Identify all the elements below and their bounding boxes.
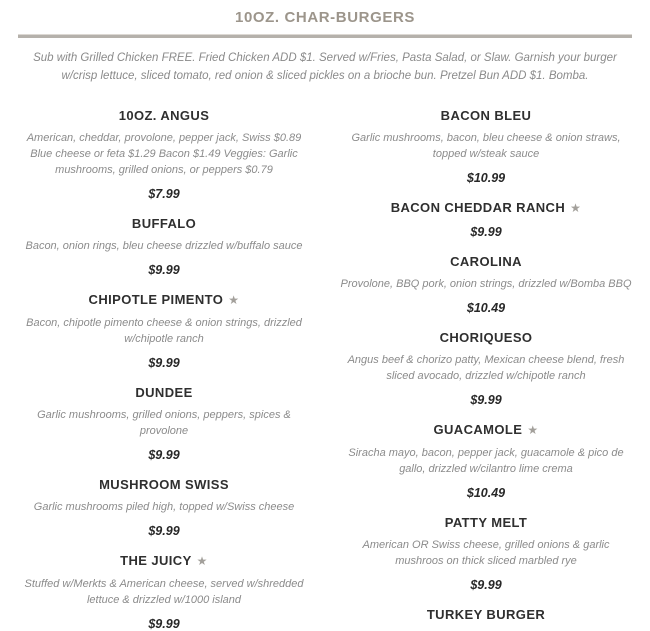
menu-item <box>18 292 310 370</box>
item-price: $9.99 <box>470 577 502 592</box>
featured-star-icon: ★ <box>196 553 208 568</box>
menu-column-left <box>18 93 310 631</box>
menu-item <box>18 477 310 538</box>
item-name: CHORIQUESO <box>439 329 533 345</box>
item-name: CHIPOTLE PIMENTO ★ <box>88 291 240 307</box>
item-name: PATTY MELT <box>444 514 528 530</box>
menu-item <box>340 607 632 622</box>
item-name: CAROLINA <box>450 253 522 269</box>
menu-item <box>18 216 310 277</box>
menu-item <box>340 422 632 500</box>
item-price: $9.99 <box>148 447 180 462</box>
item-price: $9.99 <box>148 616 180 631</box>
item-price: $10.49 <box>466 485 506 500</box>
menu-intro-text: Sub with Grilled Chicken FREE. Fried Chicken ADD $1. Served w/Fries, Pasta Salad, or Slaw. Garnish your burger w/crisp lettuce, sliced tomato, red onion & sliced pickles on a brioche bun. Pretzel Bun ADD $1. Bomba. <box>33 52 617 82</box>
featured-star-icon: ★ <box>527 422 539 437</box>
menu-item <box>340 330 632 407</box>
item-name: THE JUICY ★ <box>120 552 208 568</box>
item-description: Garlic mushrooms, bacon, bleu cheese & onion straws, topped w/steak sauce <box>351 131 621 160</box>
menu-header <box>0 0 650 26</box>
item-description: Bacon, onion rings, bleu cheese drizzled w/buffalo sauce <box>25 239 303 252</box>
item-description: Garlic mushrooms piled high, topped w/Swiss cheese <box>33 500 295 513</box>
item-name: BACON CHEDDAR RANCH ★ <box>390 199 582 215</box>
item-description: American, cheddar, provolone, pepper jack, Swiss $0.89 Blue cheese or feta $1.29 Bacon $1.49 Veggies: Garlic mushrooms, grilled onions, or peppers $0.79 <box>26 131 302 176</box>
item-name: DUNDEE <box>135 384 193 400</box>
item-price: $7.99 <box>148 186 180 201</box>
item-description: Stuffed w/Merkts & American cheese, served w/shredded lettuce & drizzled w/1000 island <box>24 577 304 606</box>
item-name: BACON BLEU <box>440 107 532 123</box>
item-price: $9.99 <box>470 392 502 407</box>
menu-item <box>340 108 632 185</box>
menu-item <box>340 200 632 239</box>
page-title: 10OZ. CHAR-BURGERS <box>235 9 415 26</box>
item-description: Garlic mushrooms, grilled onions, peppers, spices & provolone <box>37 408 291 437</box>
menu-column-right <box>340 93 632 631</box>
menu-item <box>18 385 310 462</box>
menu-item <box>18 553 310 631</box>
item-name: GUACAMOLE ★ <box>433 421 539 437</box>
item-price: $9.99 <box>470 224 502 239</box>
item-price: $9.99 <box>148 262 180 277</box>
item-name: BUFFALO <box>131 215 197 231</box>
item-price: $10.49 <box>466 300 506 315</box>
item-description: Angus beef & chorizo patty, Mexican cheese blend, fresh sliced avocado, drizzled w/chipotle ranch <box>347 353 625 382</box>
item-name: MUSHROOM SWISS <box>99 476 229 492</box>
item-description: Bacon, chipotle pimento cheese & onion strings, drizzled w/chipotle ranch <box>26 316 302 345</box>
item-description: Siracha mayo, bacon, pepper jack, guacamole & pico de gallo, drizzled w/cilantro lime crema <box>348 446 624 475</box>
featured-star-icon: ★ <box>570 200 582 215</box>
menu-item <box>340 254 632 315</box>
item-description: American OR Swiss cheese, grilled onions & garlic mushroos on thick sliced marbled rye <box>362 538 610 567</box>
item-name: TURKEY BURGER <box>426 606 546 622</box>
menu-item <box>18 108 310 201</box>
item-price: $9.99 <box>148 355 180 370</box>
featured-star-icon: ★ <box>228 292 240 307</box>
section-divider <box>18 34 632 38</box>
item-description: Provolone, BBQ pork, onion strings, drizzled w/Bomba BBQ <box>340 277 632 290</box>
menu-item <box>340 515 632 592</box>
item-price: $10.99 <box>466 170 506 185</box>
item-name: 10OZ. ANGUS <box>118 107 210 123</box>
menu-columns <box>0 93 650 631</box>
item-price: $9.99 <box>148 523 180 538</box>
